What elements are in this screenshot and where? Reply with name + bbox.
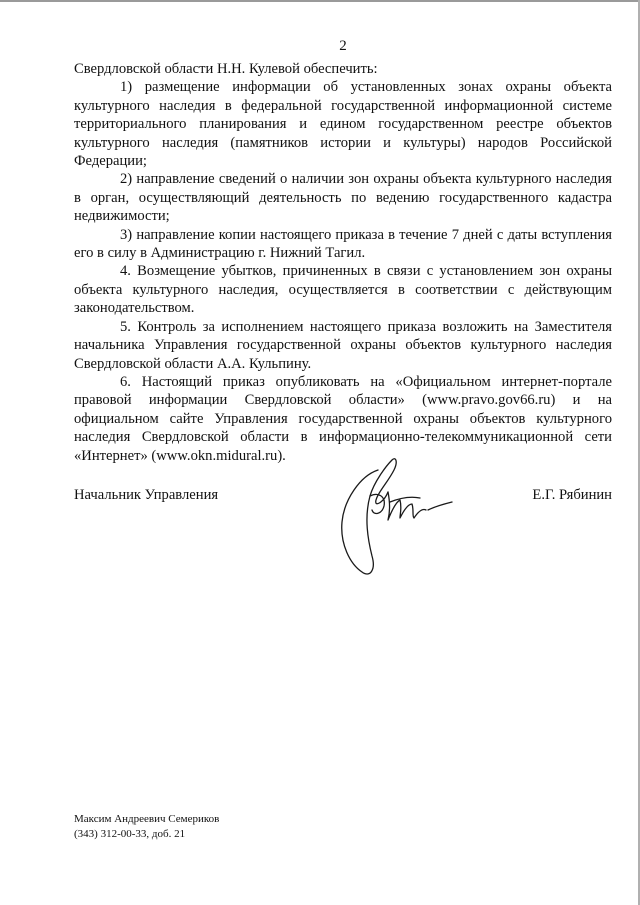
paragraph-item-2: 2) направление сведений о наличии зон охраны объекта культурного наследия в орган, осуществляющий деятельность по ведению государственного кадастра недвижимости; — [74, 171, 612, 225]
paragraph-item-1: 1) размещение информации об установленных зонах охраны объекта культурного наследия в федеральной государственной информационной системе территориального планирования и едином государственном реестре объектов культурного наследия (памятников истории и культуры) народов Российской Федерации; — [74, 79, 612, 170]
page-number: 2 — [339, 38, 347, 54]
executor-phone: (343) 312-00-33, доб. 21 — [74, 828, 186, 840]
executor-name: Максим Андреевич Семериков — [74, 813, 220, 825]
paragraph-5: 5. Контроль за исполнением настоящего приказа возложить на Заместителя начальника Управления государственной охраны объектов культурного наследия Свердловской области А.А. Кульпину. — [74, 318, 612, 372]
document-body — [74, 60, 612, 465]
signer-title: Начальник Управления — [74, 487, 219, 503]
executor-footer — [74, 812, 219, 842]
handwritten-signature — [330, 452, 460, 587]
paragraph-4: 4. Возмещение убытков, причиненных в связи с установлением зон охраны объекта культурного наследия, осуществляется в соответствии с действующим законодательством. — [74, 263, 612, 317]
paragraph-6: 6. Настоящий приказ опубликовать на «Официальном интернет-портале правовой информации Свердловской области» (www.pravo.gov66.ru) и на официальном сайте Управления государственной охраны объектов культурного наследия Свердловской области в информационно-телекоммуникационной сети «Интернет» (www.okn.midural.ru). — [74, 373, 612, 464]
scan-edge-top — [0, 0, 640, 2]
paragraph-continuation: Свердловской области Н.Н. Кулевой обеспечить: — [74, 61, 378, 77]
paragraph-item-3: 3) направление копии настоящего приказа в течение 7 дней с даты вступления его в силу в Администрацию г. Нижний Тагил. — [74, 226, 612, 262]
signer-name: Е.Г. Рябинин — [532, 487, 612, 503]
